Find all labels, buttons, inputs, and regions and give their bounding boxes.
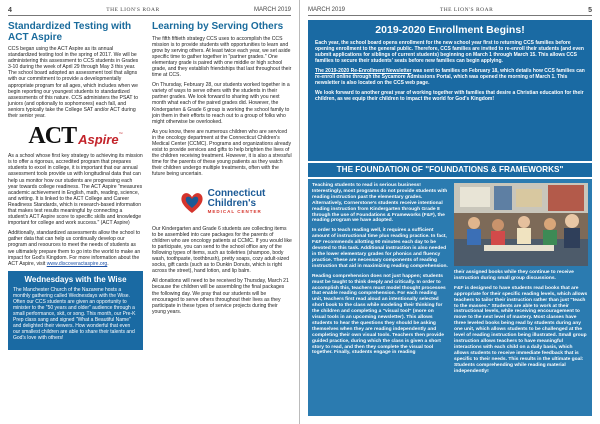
enrollment-banner bbox=[308, 20, 592, 161]
right-date: MARCH 2019 bbox=[308, 7, 346, 13]
foundations-left-column bbox=[312, 183, 448, 360]
serving-paragraph-1: The fifth fiftieth strategy CCS uses to accomplish the CCS mission is to provide students with opportunities to learn and grow by serving others. At least twice each year, we set aside specific time to gather together in "partner grades." One elementary grade is paired with one middle or high school grade, and they establish friendships that last throughout their time at CCS. bbox=[152, 35, 292, 79]
reenrollment-newsletter-link[interactable]: The 2019-2020 Re-Enrollment Newsletter bbox=[315, 68, 412, 74]
right-page bbox=[300, 0, 600, 424]
foundations-right-p1: their assigned books while they continue to receive instruction during small group discussions. bbox=[454, 270, 574, 281]
act-logo-sub: Aspire bbox=[78, 132, 119, 148]
ccmc-line-2: Children's bbox=[207, 197, 257, 209]
ccmc-line-3: MEDICAL CENTER bbox=[207, 208, 262, 214]
serving-paragraph-5: All donations will need to be received by Thursday, March 21 because the children will be assembling the final packages the following day. We pray that our students will be encouraged to serve others throughout their lives as they participate in these types of service projects during their young years. bbox=[152, 278, 289, 315]
act-paragraph-2: As a school whose first key strategy to achieving its mission is to offer a rigorous, accredited program that prepares students to excel in college, it is important that our annual assessment tools provide us with longitudinal data that can help us monitor how our students are progressing each year towards college readiness. The ACT Aspire "measures academic achievement in English, math, reading, science, and writing. It is linked to the ACT College and Career Readiness Standards, which is research-based information that makes test results meaningful by connecting a student's ACT Aspire score to specific skills and knowledge important for college and work success." (ACT Aspire) bbox=[8, 153, 143, 227]
wednesdays-box bbox=[8, 271, 143, 350]
foundations-left-p3: Reading comprehension does not just happen; students must be taught to think deeply and critically. In order to accomplish this, teachers must model thought processes that enable reading comprehension. For each reading unit, teachers first read aloud an intentionally selected short book to the class while modeling their thinking for the children and completing a "visual tool" (more on visual tools in an upcoming newsletter). This allows students to hear the questions they should be asking themselves when they are reading independently and completing their own visual tools. Teachers then provide guided practice, during which the class is given a short story to read, and then they complete the visual tool together. Finally, students engage in reading bbox=[312, 273, 446, 356]
foundations-right-column bbox=[454, 183, 588, 378]
serving-paragraph-4: Our Kindergarten and Grade 6 students are collecting items to be assembled into care packages for the parents of children who are oncology patients at CCMC. If you would like to participate, you can send to the school office any of the following types of items, such as toiletries (shampoo, body wash, toothpaste, toothbrush), pretty soaps, cozy adult-sized socks, gift cards (such as to Dunkin Donuts, which is right across the street), hand lotion, and lip balm. bbox=[152, 225, 292, 275]
enrollment-title: 2019-2020 Enrollment Begins! bbox=[375, 24, 525, 36]
serving-paragraph-3: As you know, there are numerous children who are serviced in the oncology department at the Connecticut Children's Medical Center (CCMC). Programs and organizations already exist to provide services and gifts to help brighten the lives of the children receiving treatment. However, it is also a stressful time for the parents of these young patients as they watch their children undergo multiple treatments, often with the future being uncertain. bbox=[152, 128, 292, 178]
enrollment-p2-rest: was sent to families on February 18, which details how CCS families can re-enroll online through the Sycamore Admissions Portal, which was opened the morning of March 1. This newsletter is also located on the CCS web page. bbox=[315, 68, 585, 86]
left-masthead: THE LION'S ROAR bbox=[106, 7, 160, 13]
act-aspire-logo bbox=[8, 123, 143, 150]
left-column-1 bbox=[8, 22, 143, 350]
act-logo-tm: ™ bbox=[118, 131, 123, 137]
foundations-title: THE FOUNDATION OF "FOUNDATIONS & FRAMEWORKS" bbox=[308, 163, 592, 177]
right-running-header bbox=[308, 6, 592, 16]
left-running-header bbox=[8, 6, 291, 16]
classroom-photo-image bbox=[454, 183, 588, 266]
act-logo-main: ACT bbox=[28, 123, 77, 150]
classroom-photo bbox=[454, 183, 588, 266]
left-page-number: 4 bbox=[8, 6, 12, 14]
left-date: MARCH 2019 bbox=[253, 7, 291, 13]
foundations-left-p2: In order to teach reading well, it requires a sufficient amount of instructional time plus reading practice. In fact, F&F recommends allotting 90 minutes each day to be devoted to this task. Additional instruction is also needed in the lower elementary grades for phonics and fluency practice. These are necessary components of reading instruction that aid in maximizing reading comprehension. bbox=[312, 228, 448, 269]
wednesdays-text: The Manchester Church of the Nazarene hosts a monthly gathering called Wednesdays with the Wise. Often our CCS students are given an opportunity to minister to the "50 years and older" audience through a small performance, skit, or song. This month, our Pre-K Prep class sang and signed "What a Beautiful Name" and delighted their viewers. How wonderful that even our smallest children are able to share their talents and God's love with others! bbox=[13, 286, 136, 341]
right-page-number: 5 bbox=[588, 6, 592, 14]
foundations-right-p2: F&F is designed to have students read books that are appropriate for their specific reading levels, which allows teachers to tailor their instruction rather than just "teach to the masses." Students are able to work at their instructional levels, while receiving encouragement to move to the next level of mastery. Most classes have three leveled books being read by students during any one unit, which allows students to be challenged at the level of reading instruction being illustrated. Small group instruction allows teachers to have meaningful interactions with each child on a daily basis, which allows students to receive immediate feedback that is specific to their needs. This results in the ultimate goal: Students comprehending while reading material independently! bbox=[454, 285, 588, 374]
ccmc-logo bbox=[152, 185, 292, 219]
act-p3-end: . bbox=[107, 260, 109, 267]
ccmc-wordmark bbox=[208, 189, 266, 215]
right-masthead: THE LION'S ROAR bbox=[439, 7, 494, 13]
enrollment-paragraph-2 bbox=[315, 68, 585, 86]
act-paragraph-3 bbox=[8, 230, 143, 267]
ccmc-heart-icon bbox=[179, 189, 205, 215]
act-heading: Standardized Testing with ACT Aspire bbox=[8, 21, 132, 43]
foundations-left-p1: Teaching students to read is serious business! Interestingly, most programs do not provide students with reading instruction past the elementary grades. Alternatively, Cornerstone's students receive intentional reading instruction from Kindergarten through Grade 8 through the use of Foundations & Frameworks (F&F), the reading program we have adopted. bbox=[312, 183, 448, 224]
act-p3-start: Additionally, standardized assessments allow the school to gather data that can help us continually develop our program and resources to meet the needs of students as we ultimately prepare them to go into the world to make an impact for God's Kingdom. For more information about the ACT Aspire, visit bbox=[8, 230, 141, 267]
serving-paragraph-2: On Thursday, February 28, our students worked together in a variety of ways to serve others with the students in their partner grades. We look forward to sharing with you next month what each of the paired grades did. However, the Kindergarten & Grade 6 group is working the school family to join them in their efforts to reach out to a group of folks who might otherwise be overlooked. bbox=[152, 82, 290, 125]
enrollment-paragraph-1: Each year, the school board opens enrollment for the new school year first to returning CCS families before opening enrollment to the general public. Therefore, CCS families are invited to re-enroll their students (and even submit applications for siblings of current students) beginning on March 1 through March 15. This allows CCS families to secure their students' seats before new families can begin applying. bbox=[315, 40, 584, 64]
enrollment-paragraph-3: We look forward to another great year of working together with families that desire a Christian education for their children, as we equip their children to impact the world for God's Kingdom! bbox=[315, 90, 584, 102]
serving-heading: Learning by Serving Others bbox=[152, 21, 284, 32]
left-column-2 bbox=[152, 22, 292, 319]
act-paragraph-1: CCS began using the ACT Aspire as its annual standardized testing tool in the spring of 2017. We will be administering this assessment to CCS students in Grades 3-10 during the week of April 29 through May 3 this year. The school board adopted an assessment tool that aligns with our commitment to provide a developmentally appropriate program for all ages, which includes when we begin reporting our youngest students to standardized assessments of this nature. CCS administers the PSAT to juniors (and optionally to sophomores) each fall, and seniors typically take the College SAT and/or ACT during their senior year. bbox=[8, 46, 139, 120]
act-aspire-link[interactable]: www.discoveractaspire.org bbox=[46, 260, 108, 267]
ccmc-line-1: Connecticut bbox=[207, 187, 266, 199]
foundations-box bbox=[308, 179, 592, 416]
wednesdays-title: Wednesdays with the Wise bbox=[24, 274, 127, 284]
